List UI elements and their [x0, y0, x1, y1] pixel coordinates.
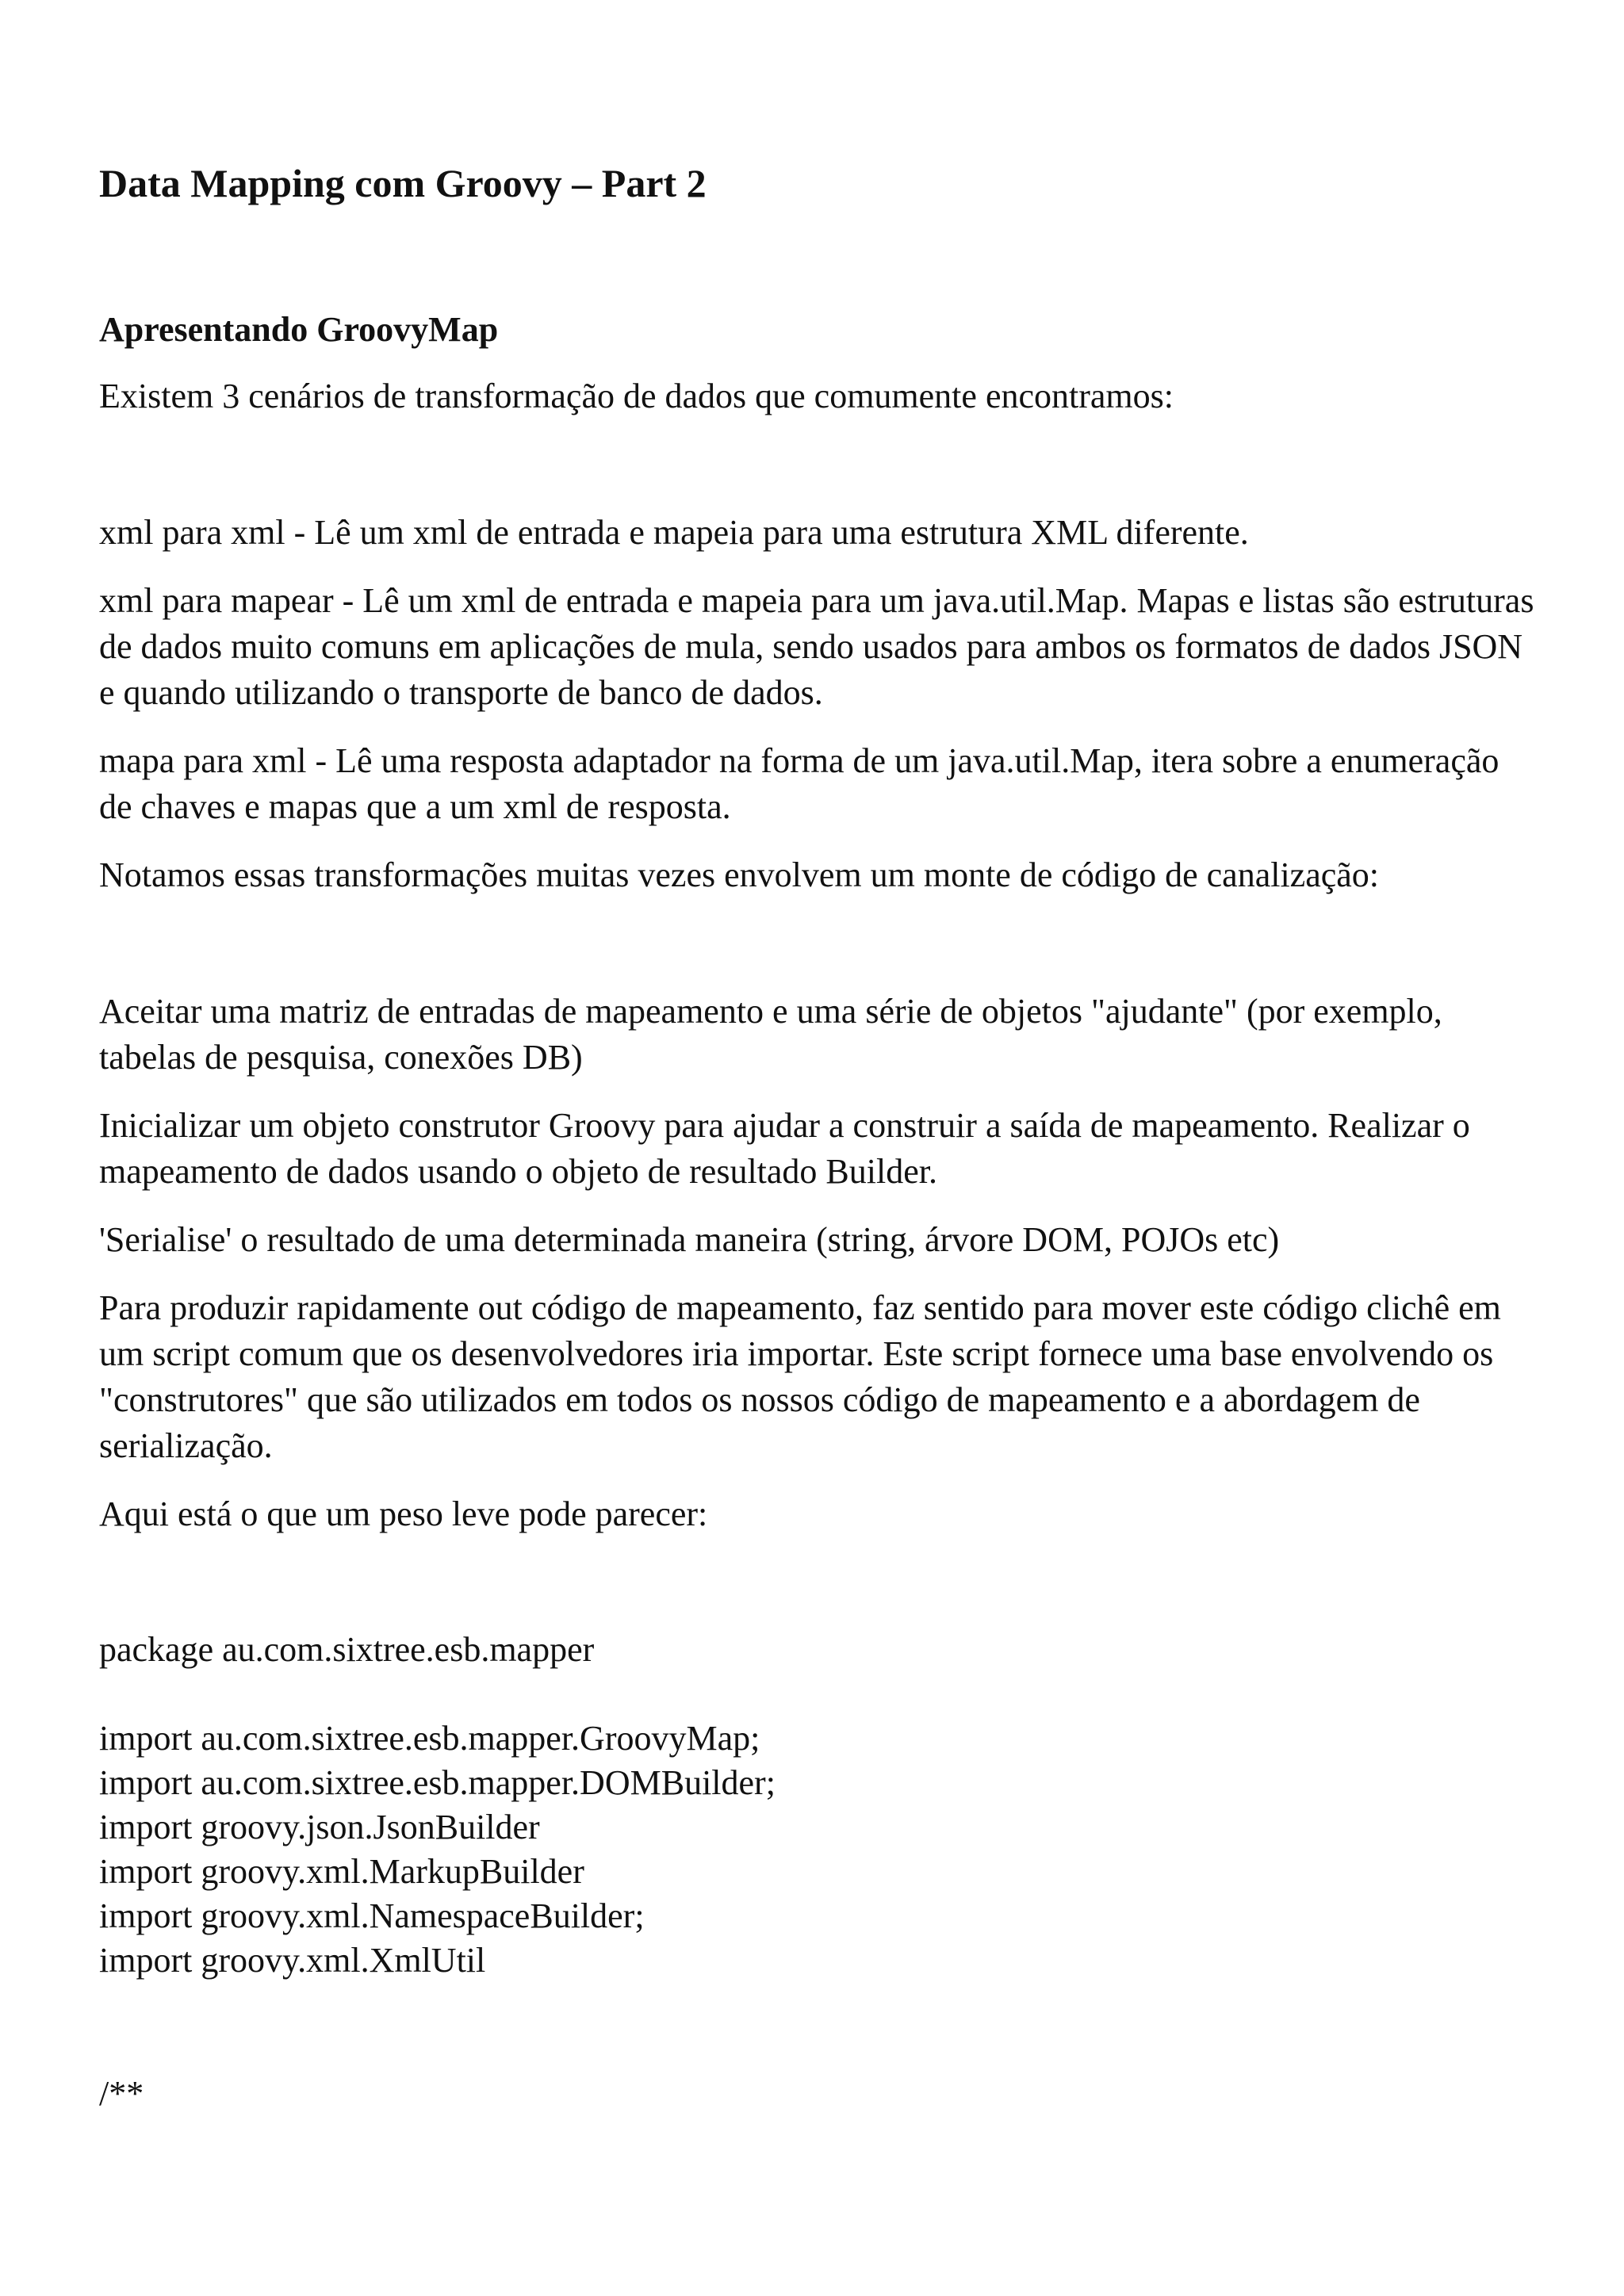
import-line: import au.com.sixtree.esb.mapper.GroovyMap; — [99, 1719, 760, 1758]
package-line: package au.com.sixtree.esb.mapper — [99, 1630, 595, 1669]
scenario-paragraph-1: xml para xml - Lê um xml de entrada e mapeia para uma estrutura XML diferente. — [99, 513, 1249, 552]
step-paragraph-2: Inicializar um objeto construtor Groovy para ajudar a construir a saída de mapeamento. Realizar o mapeamento de dados usando o objeto de resultado Builder. — [99, 1106, 1470, 1191]
import-line: import groovy.json.JsonBuilder — [99, 1808, 540, 1846]
import-line: import groovy.xml.NamespaceBuilder; — [99, 1896, 645, 1935]
notice-paragraph: Notamos essas transformações muitas vezes envolvem um monte de código de canalização: — [99, 855, 1380, 894]
scenario-paragraph-3: mapa para xml - Lê uma resposta adaptador na forma de um java.util.Map, itera sobre a enumeração de chaves e mapas que a um xml de resposta. — [99, 741, 1500, 826]
comment-start: /** — [99, 2074, 144, 2113]
import-line: import au.com.sixtree.esb.mapper.DOMBuilder; — [99, 1763, 776, 1802]
spacer — [99, 208, 1534, 307]
document-page — [99, 159, 1534, 2116]
document-title: Data Mapping com Groovy – Part 2 — [99, 161, 707, 205]
section-heading: Apresentando GroovyMap — [99, 310, 499, 349]
import-line: import groovy.xml.XmlUtil — [99, 1941, 486, 1980]
step-paragraph-3: 'Serialise' o resultado de uma determinada maneira (string, árvore DOM, POJOs etc) — [99, 1220, 1280, 1259]
import-line: import groovy.xml.MarkupBuilder — [99, 1852, 584, 1891]
rationale-paragraph: Para produzir rapidamente out código de mapeamento, faz sentido para mover este código clichê em um script comum que os desenvolvedores iria importar. Este script fornece uma base envolvendo os "construtores" que são utilizados em todos os nossos código de mapeamento e a abordagem de serialização. — [99, 1288, 1501, 1465]
preview-paragraph: Aqui está o que um peso leve pode parecer: — [99, 1494, 708, 1533]
step-paragraph-1: Aceitar uma matriz de entradas de mapeamento e uma série de objetos "ajudante" (por exemplo, tabelas de pesquisa, conexões DB) — [99, 992, 1442, 1077]
scenario-paragraph-2: xml para mapear - Lê um xml de entrada e mapeia para um java.util.Map. Mapas e listas são estruturas de dados muito comuns em aplicações de mula, sendo usados para ambos os formatos de dados JSON e quando utilizando o transporte de banco de dados. — [99, 581, 1534, 712]
intro-paragraph: Existem 3 cenários de transformação de dados que comumente encontramos: — [99, 377, 1174, 415]
